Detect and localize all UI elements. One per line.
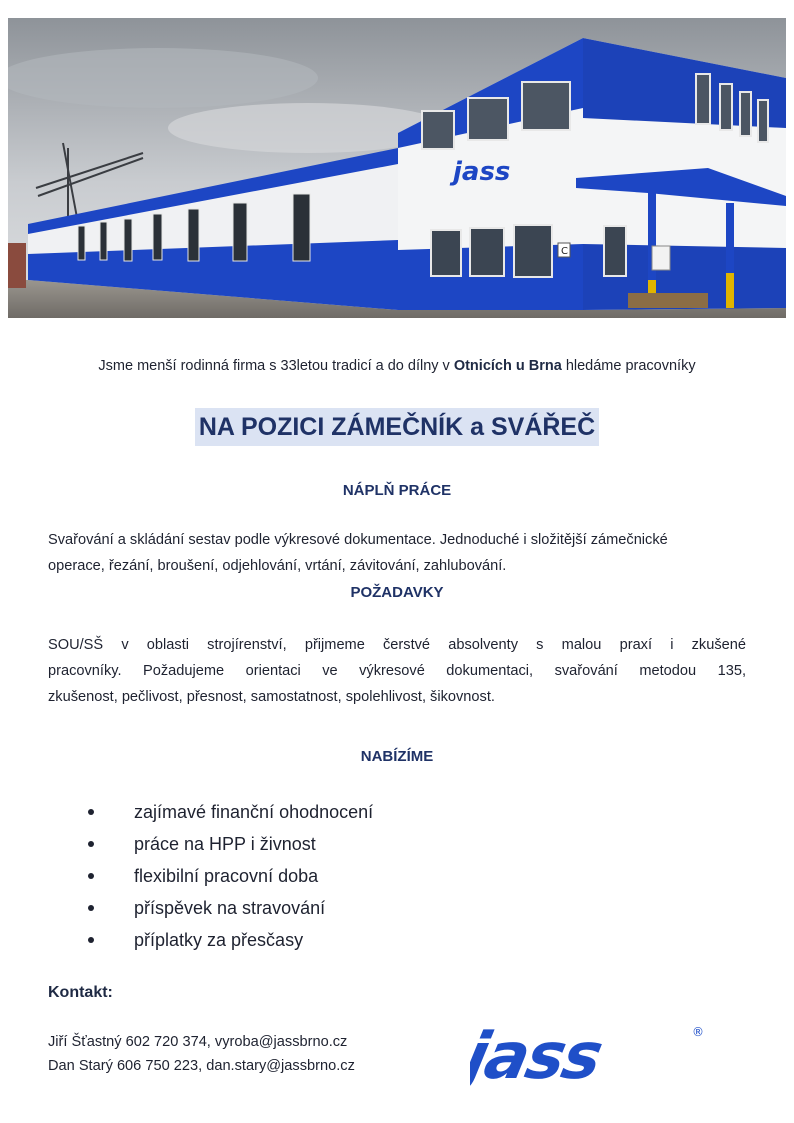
pozadavky-line-2: pracovníky. Požadujeme orientaci ve výkresové dokumentaci, svařování metodou 135, bbox=[48, 663, 746, 679]
bullet-icon bbox=[88, 841, 94, 847]
svg-text:C: C bbox=[561, 246, 568, 257]
offer-text: práce na HPP i živnost bbox=[134, 834, 316, 854]
bullet-icon bbox=[88, 809, 94, 815]
offer-text: příplatky za přesčasy bbox=[134, 930, 304, 950]
svg-text:jass: jass bbox=[470, 1020, 608, 1090]
page-title: NA POZICI ZÁMEČNÍK a SVÁŘEČ bbox=[195, 408, 599, 446]
offers-list bbox=[88, 796, 373, 956]
heading-nabizime: NABÍZÍME bbox=[360, 748, 434, 765]
offer-text: zajímavé finanční ohodnocení bbox=[134, 802, 374, 822]
bullet-icon bbox=[88, 905, 94, 911]
intro-after: hledáme pracovníky bbox=[561, 358, 696, 374]
bullet-icon bbox=[88, 937, 94, 943]
list-item bbox=[88, 828, 373, 860]
list-item bbox=[88, 924, 373, 956]
svg-text:®: ® bbox=[692, 1025, 704, 1039]
heading-pozadavky: POŽADAVKY bbox=[350, 584, 444, 601]
contact-line-2: Dan Starý 606 750 223, dan.stary@jassbrno.cz bbox=[48, 1058, 355, 1074]
contact-heading: Kontakt: bbox=[48, 984, 113, 1001]
bullet-icon bbox=[88, 873, 94, 879]
list-item bbox=[88, 796, 373, 828]
title-wrapper bbox=[0, 408, 794, 446]
list-item bbox=[88, 892, 373, 924]
offer-text: příspěvek na stravování bbox=[134, 898, 326, 918]
heading-napln-prace: NÁPLŇ PRÁCE bbox=[342, 482, 452, 499]
pozadavky-line-1: SOU/SŠ v oblasti strojírenství, přijmeme čerstvé absolventy s malou praxí i zkušené bbox=[48, 637, 746, 653]
pozadavky-line-3: zkušenost, pečlivost, přesnost, samostatnost, spolehlivost, šikovnost. bbox=[48, 689, 495, 705]
building-photo bbox=[8, 18, 786, 318]
intro-text bbox=[0, 358, 794, 374]
intro-before: Jsme menší rodinná firma s 33letou tradicí a do dílny v bbox=[98, 358, 454, 374]
offer-text: flexibilní pracovní doba bbox=[134, 866, 319, 886]
svg-text:jass: jass bbox=[453, 157, 511, 187]
napln-line-2: operace, řezání, broušení, odjehlování, vrtání, závitování, zahlubování. bbox=[48, 558, 507, 574]
contact-line-1: Jiří Šťastný 602 720 374, vyroba@jassbrno.cz bbox=[48, 1034, 348, 1050]
list-item bbox=[88, 860, 373, 892]
intro-place: Otnicích u Brna bbox=[453, 358, 562, 374]
jass-logo bbox=[470, 1020, 710, 1090]
napln-line-1: Svařování a skládání sestav podle výkresové dokumentace. Jednoduché i složitější zámečnické bbox=[48, 532, 668, 548]
